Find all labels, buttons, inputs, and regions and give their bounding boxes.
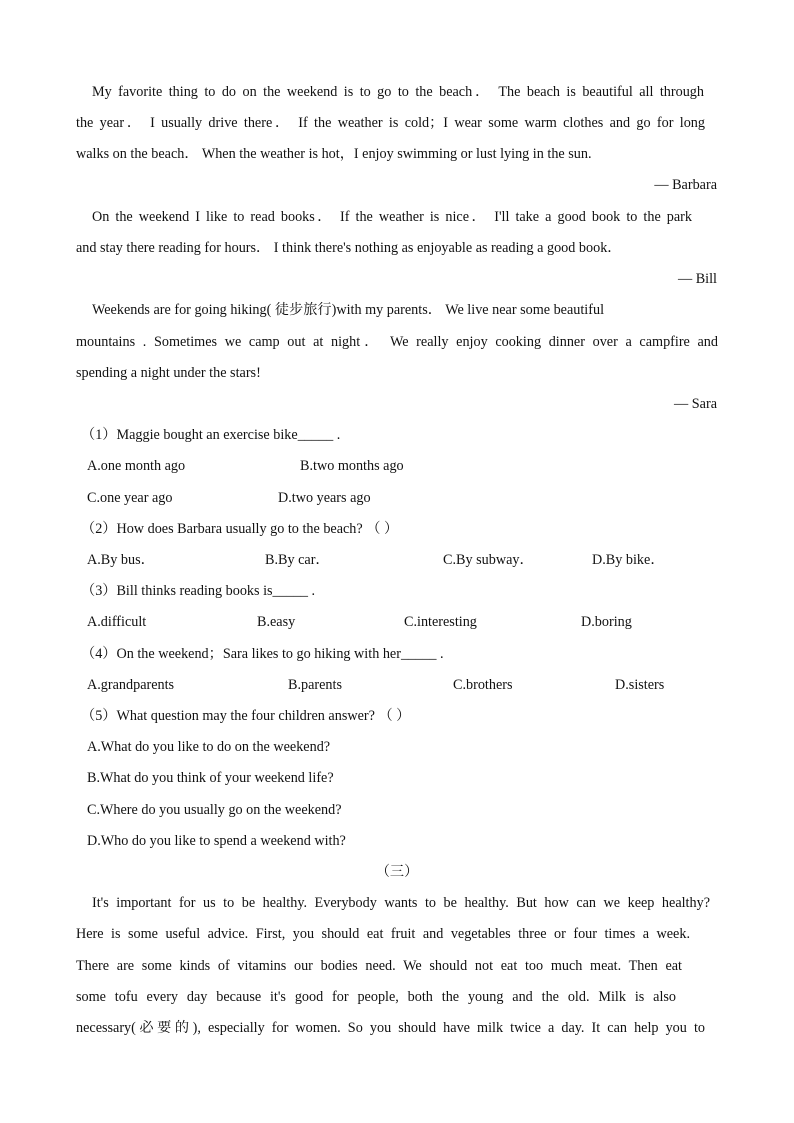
question-4: （4）On the weekend；Sara likes to go hiking with her_____ . [81,646,444,662]
option-b: B.parents [288,677,342,693]
option-c: C.By subway． [443,552,534,568]
passage-line: some tofu every day because it's good for people, both the young and the old. Milk is also [76,989,676,1005]
passage-line: My favorite thing to do on the weekend is to go to the beach． The beach is beautiful all through [92,84,704,100]
passage-line: spending a night under the stars! [76,365,261,381]
passage-line: and stay there reading for hours． I think there's nothing as enjoyable as reading a good book． [76,240,622,256]
signature-bill: — Bill [677,271,717,287]
signature-sara: — Sara [674,396,717,412]
question-3: （3）Bill thinks reading books is_____ . [81,583,316,599]
option-c: C.interesting [404,614,477,630]
passage-line: Here is some useful advice. First, you should eat fruit and vegetables three or four times a week. [76,926,690,942]
option-c: C.Where do you usually go on the weekend? [87,802,342,818]
passage-line: It's important for us to be healthy. Everybody wants to be healthy. But how can we keep healthy? [92,895,710,911]
option-c: C.brothers [453,677,513,693]
signature-barbara: — Barbara [654,177,717,193]
option-b: B.easy [257,614,296,630]
option-b: B.two months ago [300,458,404,474]
option-a: A.one month ago [87,458,186,474]
option-a: A.By bus． [87,552,155,568]
option-b: B.By car． [265,552,330,568]
passage-line: There are some kinds of vitamins our bodies need. We should not eat too much meat. Then eat [76,958,682,974]
option-a: A.What do you like to do on the weekend? [87,739,331,755]
passage-line: mountains . Sometimes we camp out at night． We really enjoy cooking dinner over a campfire and [76,334,718,350]
question-1: （1）Maggie bought an exercise bike_____ . [81,427,341,443]
question-2: （2）How does Barbara usually go to the beach? （ ） [81,521,399,537]
option-a: A.difficult [87,614,147,630]
section-heading: （三） [375,864,419,880]
option-d: D.By bike． [592,552,665,568]
passage-line: the year． I usually drive there． If the weather is cold；I wear some warm clothes and go for long [76,115,705,131]
option-d: D.Who do you like to spend a weekend with? [87,833,346,849]
option-d: D.two years ago [278,490,371,506]
passage-line: On the weekend I like to read books． If the weather is nice． I'll take a good book to the park [92,209,692,225]
option-b: B.What do you think of your weekend life? [87,770,334,786]
passage-line: walks on the beach． When the weather is hot，I enjoy swimming or lust lying in the sun. [76,146,592,162]
option-d: D.boring [581,614,632,630]
question-5: （5）What question may the four children answer? （ ） [81,708,411,724]
option-a: A.grandparents [87,677,175,693]
option-d: D.sisters [615,677,665,693]
option-c: C.one year ago [87,490,173,506]
passage-line: Weekends are for going hiking( 徒步旅行)with my parents． We live near some beautiful [92,302,605,318]
passage-line: necessary(必要的), especially for women. So you should have milk twice a day. It can help you to [76,1020,705,1036]
